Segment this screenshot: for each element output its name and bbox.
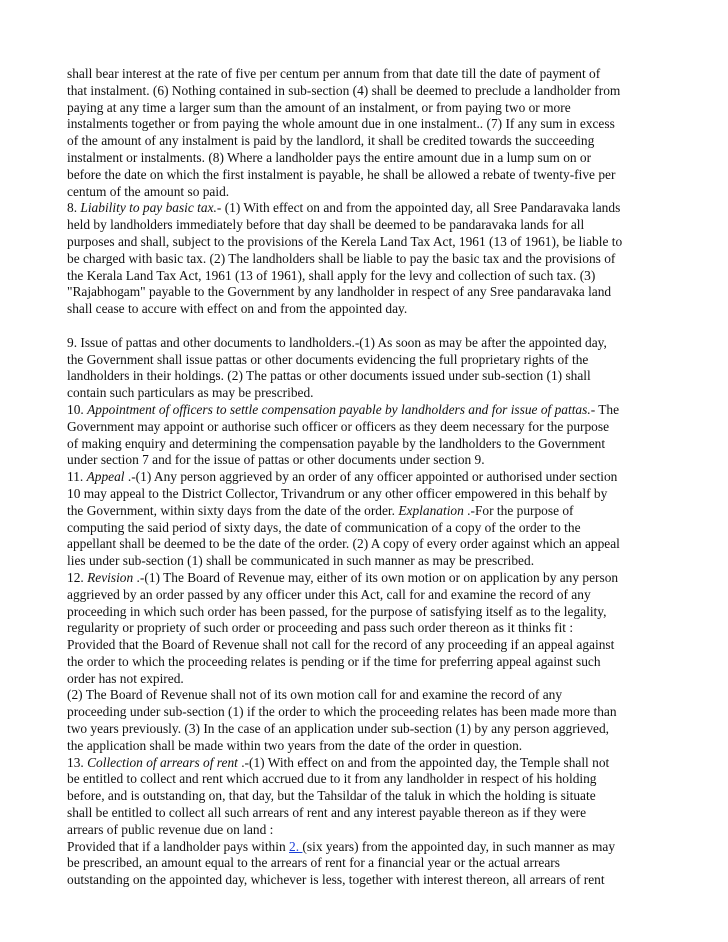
text-line: be prescribed, an amount equal to the arrears of rent for a financial year or the actual arrears [67,855,560,871]
text-line: Government may appoint or authorise such officer or officers as they deem necessary for the purpose [67,418,610,434]
section-number: 13. [67,754,88,770]
section-title: Liability to pay basic tax. [80,200,217,216]
text-run: .-(1) The Board of Revenue may, either of its own motion or on application by any person [133,569,619,585]
section-13 [67,755,663,889]
text-line: the Kerala Land Tax Act, 1961 (13 of 1961), shall apply for the levy and collection of such tax. (3) [67,267,596,283]
text-line: 9. Issue of pattas and other documents to landholders.-(1) As soon as may be after the appointed day, [67,334,607,350]
text-line: shall be entitled to collect all such arrears of rent and any interest payable thereon as if they were [67,805,587,821]
section-9 [67,335,663,402]
section-8-heading-line [67,200,663,217]
text-line: proceeding in which such order has been passed, for the purpose of satisfying itself as to the legality, [67,603,607,619]
text-line: shall cease to accure with effect on and from the appointed day. [67,301,408,317]
text-line: appellant shall be deemed to be the date of the order. (2) A copy of every order against which an appeal [67,536,620,552]
paragraph-gap [67,318,663,335]
text-line: of the amount of any instalment is paid by the landlord, it shall be credited towards the succeeding [67,133,595,149]
explanation-label: Explanation [398,502,464,518]
text-line: arrears of public revenue due on land : [67,821,274,837]
section-7-continuation [67,66,663,200]
section-number: 11. [67,469,87,485]
text-line: instalment or instalments. (8) Where a landholder pays the entire amount due in a lump sum on or [67,149,592,165]
text-run: .-(1) With effect on and from the appointed day, the Temple shall not [237,754,610,770]
section-title: Revision [87,569,134,585]
text-line: Provided that the Board of Revenue shall not call for the record of any proceeding if an appeal against [67,637,615,653]
section-11 [67,469,663,570]
text-run: Provided that if a landholder pays within [67,838,290,854]
text-line: 10 may appeal to the District Collector, Trivandrum or any other officer empowered in this behalf by [67,485,608,501]
section-8 [67,200,663,318]
text-line: lies under sub-section (1) shall be communicated in such manner as may be prescribed. [67,553,535,569]
text-run: .-For the purpose of [463,502,574,518]
text-line: the Government shall issue pattas or other documents evidencing the full proprietary rights of the [67,351,589,367]
text-run: .-(1) Any person aggrieved by an order of any officer appointed or authorised under section [124,469,618,485]
text-line: paying at any time a larger sum than the amount of an instalment, or from paying two or more [67,99,571,115]
text-line: centum of the amount so paid. [67,183,230,199]
text-line: shall bear interest at the rate of five per centum per annum from that date till the date of payment of [67,66,601,81]
text-line: aggrieved by an order passed by any officer under this Act, call for and examine the record of any [67,586,591,602]
text-run: - The [590,401,620,417]
section-10 [67,402,663,469]
text-line: two years previously. (3) In the case of an application under sub-section (1) by any person aggrieved, [67,721,610,737]
text-line: computing the said period of sixty days, the date of communication of a copy of the order to the [67,519,581,535]
text-line: be charged with basic tax. (2) The landholders shall be liable to pay the basic tax and the provisions of [67,250,616,266]
text-line: instalments together or from paying the whole amount due in one instalment.. (7) If any sum in excess [67,116,615,132]
section-11-heading-line [67,469,663,486]
section-13-heading-line [67,755,663,772]
section-title: Collection of arrears of rent [87,754,238,770]
section-number: 8. [67,200,81,216]
text-line: "Rajabhogam" payable to the Government by any landholder in respect of any Sree pandaravaka land [67,284,612,300]
text-line: proceeding under sub-section (1) if the order to which the proceeding relates has been made more than [67,704,617,720]
text-line: that instalment. (6) Nothing contained in sub-section (4) shall be deemed to preclude a landholder from [67,82,621,98]
text-line: contain such particulars as may be prescribed. [67,385,314,401]
text-line: regularity or propriety of such order or proceeding and pass such order thereon as it thinks fit : [67,620,574,636]
section-title: Appointment of officers to settle compensation payable by landholders and for issue of pattas. [87,401,591,417]
text-line: the order to which the proceeding relates is pending or if the time for preferring appeal against such [67,653,601,669]
section-10-heading-line [67,402,663,419]
text-run: the Government, within sixty days from the date of the order. [67,502,399,518]
document-page [67,66,663,889]
text-line [67,503,663,520]
text-line: before the date on which the first instalment is payable, he shall be allowed a rebate of twenty-five per [67,166,616,182]
text-line: be entitled to collect and rent which accrued due to it from any landholder in respect of his holding [67,771,597,787]
section-title: Appeal [86,469,125,485]
proviso-line [67,839,663,856]
text-line: order has not expired. [67,670,184,686]
text-line: the application shall be made within two years from the date of the order in question. [67,737,523,753]
section-12-heading-line [67,570,663,587]
text-line: outstanding on the appointed day, whichever is less, together with interest thereon, all arrears of rent [67,872,605,888]
text-run: - (1) With effect on and from the appointed day, all Sree Pandaravaka lands [216,200,621,216]
section-12 [67,570,663,755]
text-line: purposes and shall, subject to the provisions of the Kerela Land Tax Act, 1961 (13 of 1961), be liable to [67,233,623,249]
text-line: held by landholders immediately before that day shall be deemed to be pandaravaka lands for all [67,217,585,233]
text-line: landholders in their holdings. (2) The pattas or other documents issued under sub-section (1) shall [67,368,591,384]
text-line: under section 7 and for the issue of pattas or other documents under section 9. [67,452,485,468]
text-line: before, and is outstanding on, that day, but the Tahsildar of the taluk in which the holding is situate [67,788,596,804]
section-number: 10. [67,401,88,417]
section-number: 12. [67,569,88,585]
text-line: of making enquiry and determining the compensation payable by the landholders to the Government [67,435,606,451]
text-run: (six years) from the appointed day, in such manner as may [302,838,616,854]
text-line: (2) The Board of Revenue shall not of its own motion call for and examine the record of any [67,687,563,703]
footnote-link[interactable]: 2. [289,838,303,854]
